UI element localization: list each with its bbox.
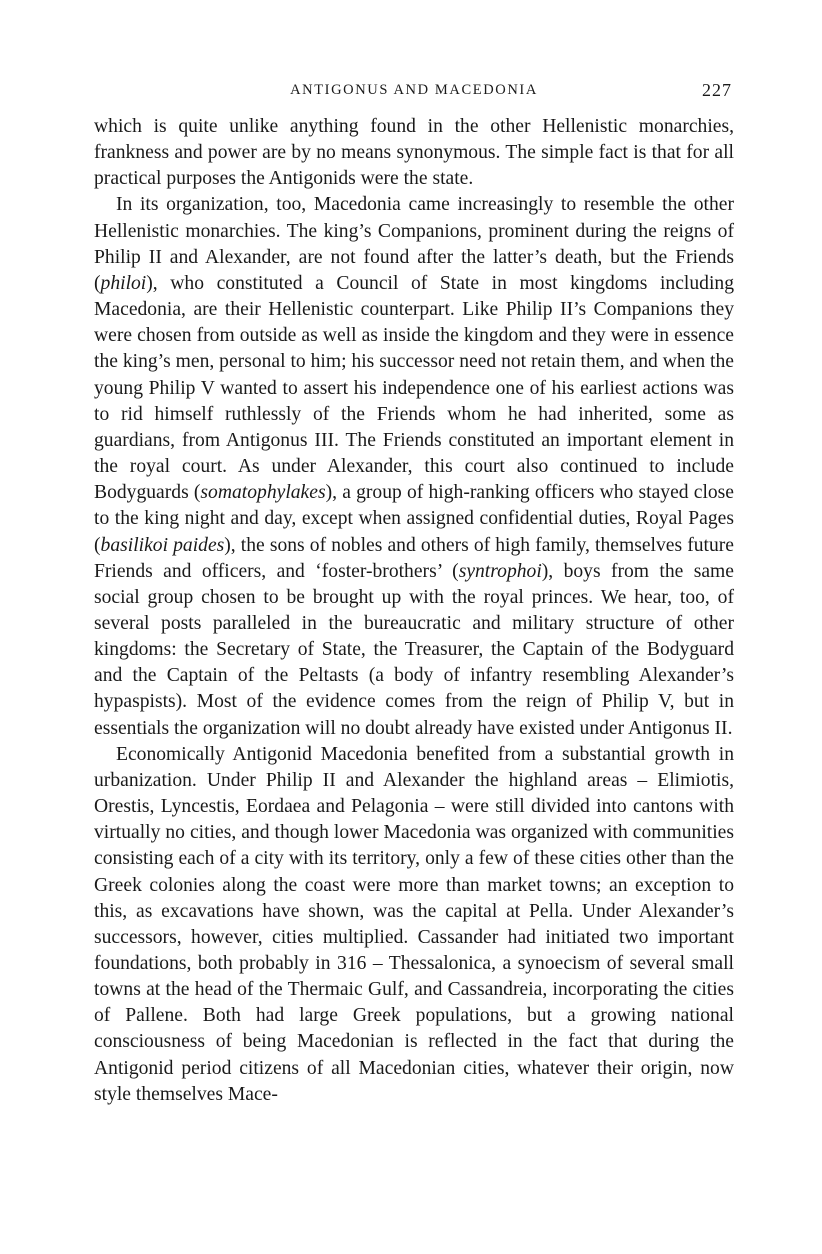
greek-term-basilikoi-paides: basilikoi paides [100, 534, 225, 556]
paragraph-text: Economically Antigonid Macedonia benefited from a substantial growth in urbanization. Under Philip II and Alexander the highland areas – Elimiotis, Orestis, Lyncestis, Eordaea and Pelagonia – were still divided into cantons with virtually no cities, and though lower Macedonia was organized with communities consisting each of a city with its territory, only a few of these cities other than the Greek colonies along the coast were more than market towns; an exception to this, as excavations have shown, was the capital at Pella. Under Alexander’s successors, however, cities multiplied. Cassander had initiated two important foundations, both probably in 316 – Thessalonica, a synoecism of several small towns at the head of the Thermaic Gulf, and Cassandreia, incorporating the cities of Pallene. Both had large Greek populations, but a growing national consciousness of being Macedonian is reflected in the fact that during the Antigonid period citizens of all Macedonian cities, whatever their origin, now style themselves Mace- [94, 743, 734, 1105]
greek-term-somatophylakes: somatophylakes [200, 482, 326, 504]
page-number: 227 [702, 80, 732, 100]
body-text [94, 114, 734, 1108]
paragraph-text: ), boys from the same social group chosen to be brought up with the royal princes. We hear, too, of several posts paralleled in the bureaucratic and military structure of other kingdoms: the Secretary of State, the Treasurer, the Captain of the Bodyguard and the Captain of the Peltasts (a body of infantry resembling Alexander’s hypaspists). Most of the evidence comes from the reign of Philip V, but in essentials the organization will no doubt already have existed under Antigonus II. [94, 560, 734, 739]
greek-term-philoi: philoi [100, 272, 147, 294]
paragraph-text: which is quite unlike anything found in the other Hellenistic monarchies, frankness and power are by no means synonymous. The simple fact is that for all practical purposes the Antigonids were the state. [94, 116, 734, 190]
paragraph-2 [94, 192, 734, 741]
paragraph-text: ), who constituted a Council of State in most kingdoms including Macedonia, are their Hellenistic counterpart. Like Philip II’s Companions they were chosen from outside as well as inside the kingdom and they were in essence the king’s men, personal to him; his successor need not retain them, and when the young Philip V wanted to assert his independence one of his earliest actions was to rid himself ruthlessly of the Friends whom he had inherited, some as guardians, from Antigonus III. The Friends constituted an important element in the royal court. As under Alexander, this court also continued to include Bodyguards ( [94, 272, 734, 504]
paragraph-3 [94, 742, 734, 1108]
paragraph-text: ), a group of high-ranking officers who stayed close to the king night and day, except when assigned confidential duties, Royal Pages ( [94, 482, 735, 556]
book-page [94, 80, 734, 1108]
running-head [94, 80, 734, 106]
paragraph-text: In its organization, too, Macedonia came increasingly to resemble the other Hellenistic monarchies. The king’s Companions, prominent during the reigns of Philip II and Alexander, are not found after the latter’s death, but the Friends ( [94, 194, 734, 294]
paragraph-1 [94, 114, 734, 192]
paragraph-text: ), the sons of nobles and others of high family, themselves future Friends and officers, and ‘foster-brothers’ ( [94, 534, 735, 582]
running-head-title: ANTIGONUS AND MACEDONIA [290, 82, 538, 98]
greek-term-syntrophoi: syntrophoi [458, 560, 542, 582]
